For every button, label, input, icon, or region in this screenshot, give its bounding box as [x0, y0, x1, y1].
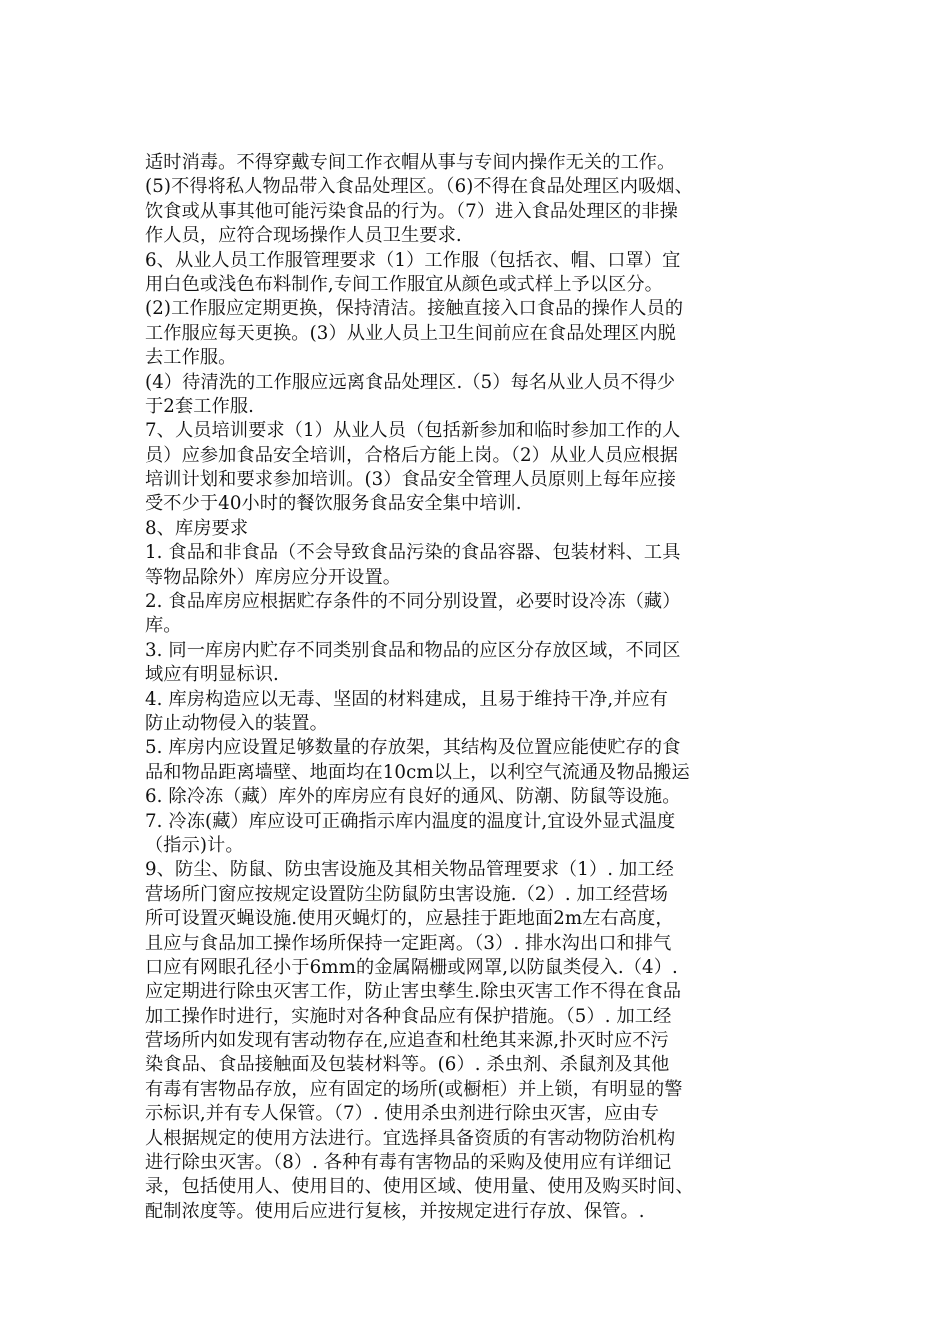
text-line: (4）待清洗的工作服应远离食品处理区.（5）每名从业人员不得少 — [145, 371, 676, 393]
text-line: 营场所内如发现有害动物存在,应追查和杜绝其来源,扑灭时应不污 — [145, 1030, 669, 1052]
text-line: 去工作服。 — [145, 347, 237, 369]
text-line: 且应与食品加工操作场所保持一定距离。（3）. 排水沟出口和排气 — [145, 932, 672, 954]
text-line: 6. 除冷冻（藏）库外的库房应有良好的通风、防潮、防鼠等设施。 — [145, 786, 681, 808]
text-line: 9、防尘、防鼠、防虫害设施及其相关物品管理要求（1）. 加工经 — [145, 859, 674, 881]
text-line: 库。 — [145, 615, 182, 637]
text-line: 1. 食品和非食品（不会导致食品污染的食品容器、包装材料、工具 — [145, 542, 681, 564]
text-line: 染食品、食品接触面及包装材料等。(6）. 杀虫剂、杀鼠剂及其他 — [145, 1054, 670, 1076]
text-line: 7. 冷冻(藏）库应设可正确指示库内温度的温度计,宜设外显式温度 — [145, 810, 676, 832]
text-line: 域应有明显标识. — [145, 664, 279, 686]
text-line: 营场所门窗应按规定设置防尘防鼠防虫害设施.（2）. 加工经营场 — [145, 883, 669, 905]
text-line: 加工操作时进行，实施时对各种食品应有保护措施。（5）. 加工经 — [145, 1005, 672, 1027]
text-line: 作人员，应符合现场操作人员卫生要求. — [145, 225, 462, 247]
text-line: (5)不得将私人物品带入食品处理区。（6)不得在食品处理区内吸烟、 — [145, 176, 693, 198]
text-line: 6、从业人员工作服管理要求（1）工作服（包括衣、帽、口罩）宜 — [145, 249, 681, 271]
text-line: 人根据规定的使用方法进行。宜选择具备资质的有害动物防治机构 — [145, 1127, 676, 1149]
text-line: 进行除虫灭害。（8）. 各种有毒有害物品的采购及使用应有详细记 — [145, 1152, 672, 1174]
text-line: 应定期进行除虫灭害工作，防止害虫孳生.除虫灭害工作不得在食品 — [145, 981, 682, 1003]
text-line: 适时消毒。不得穿戴专间工作衣帽从事与专间内操作无关的工作。 — [145, 152, 676, 173]
text-line: （指示)计。 — [145, 834, 244, 856]
text-line: 4. 库房构造应以无毒、坚固的材料建成，且易于维持干净,并应有 — [145, 688, 669, 710]
text-line: 8、库房要求 — [145, 517, 249, 539]
text-line: 口应有网眼孔径小于6mm的金属隔栅或网罩,以防鼠类侵入.（4）. — [145, 956, 678, 978]
text-line: 示标识,并有专人保管。（7）. 使用杀虫剂进行除虫灭害，应由专 — [145, 1103, 659, 1125]
text-line: 等物品除外）库房应分开设置。 — [145, 566, 402, 588]
text-line: 录，包括使用人、使用目的、使用区域、使用量、使用及购买时间、 — [145, 1176, 694, 1198]
text-line: 员）应参加食品安全培训，合格后方能上岗。（2）从业人员应根据 — [145, 444, 678, 466]
text-line: 受不少于40小时的餐饮服务食品安全集中培训. — [145, 493, 522, 515]
text-line: 有毒有害物品存放，应有固定的场所(或橱柜）并上锁，有明显的警 — [145, 1078, 683, 1100]
text-line: 所可设置灭蝇设施.使用灭蝇灯的，应悬挂于距地面2m左右高度， — [145, 908, 674, 930]
text-line: 培训计划和要求参加培训。(3）食品安全管理人员原则上每年应接 — [145, 469, 676, 491]
text-line: 3. 同一库房内贮存不同类别食品和物品的应区分存放区域，不同区 — [145, 639, 681, 661]
text-line: 用白色或浅色布料制作,专间工作服宜从颜色或式样上予以区分。 — [145, 273, 663, 295]
text-line: 5. 库房内应设置足够数量的存放架，其结构及位置应能使贮存的食 — [145, 737, 681, 759]
text-line: 饮食或从事其他可能污染食品的行为。（7）进入食品处理区的非操 — [145, 200, 678, 222]
text-line: 品和物品距离墙壁、地面均在10cm以上，以利空气流通及物品搬运 — [145, 761, 690, 783]
text-line: 工作服应每天更换。(3）从业人员上卫生间前应在食品处理区内脱 — [145, 322, 676, 344]
text-line: 于2套工作服. — [145, 395, 254, 417]
document-body — [145, 151, 810, 1224]
text-line: 2. 食品库房应根据贮存条件的不同分别设置，必要时设冷冻（藏） — [145, 591, 681, 613]
text-line: 配制浓度等。使用后应进行复核，并按规定进行存放、保管。. — [145, 1200, 645, 1222]
text-line: 防止动物侵入的装置。 — [145, 712, 328, 734]
text-line: 7、人员培训要求（1）从业人员（包括新参加和临时参加工作的人 — [145, 420, 681, 442]
text-line: (2)工作服应定期更换，保持清洁。接触直接入口食品的操作人员的 — [145, 298, 684, 320]
